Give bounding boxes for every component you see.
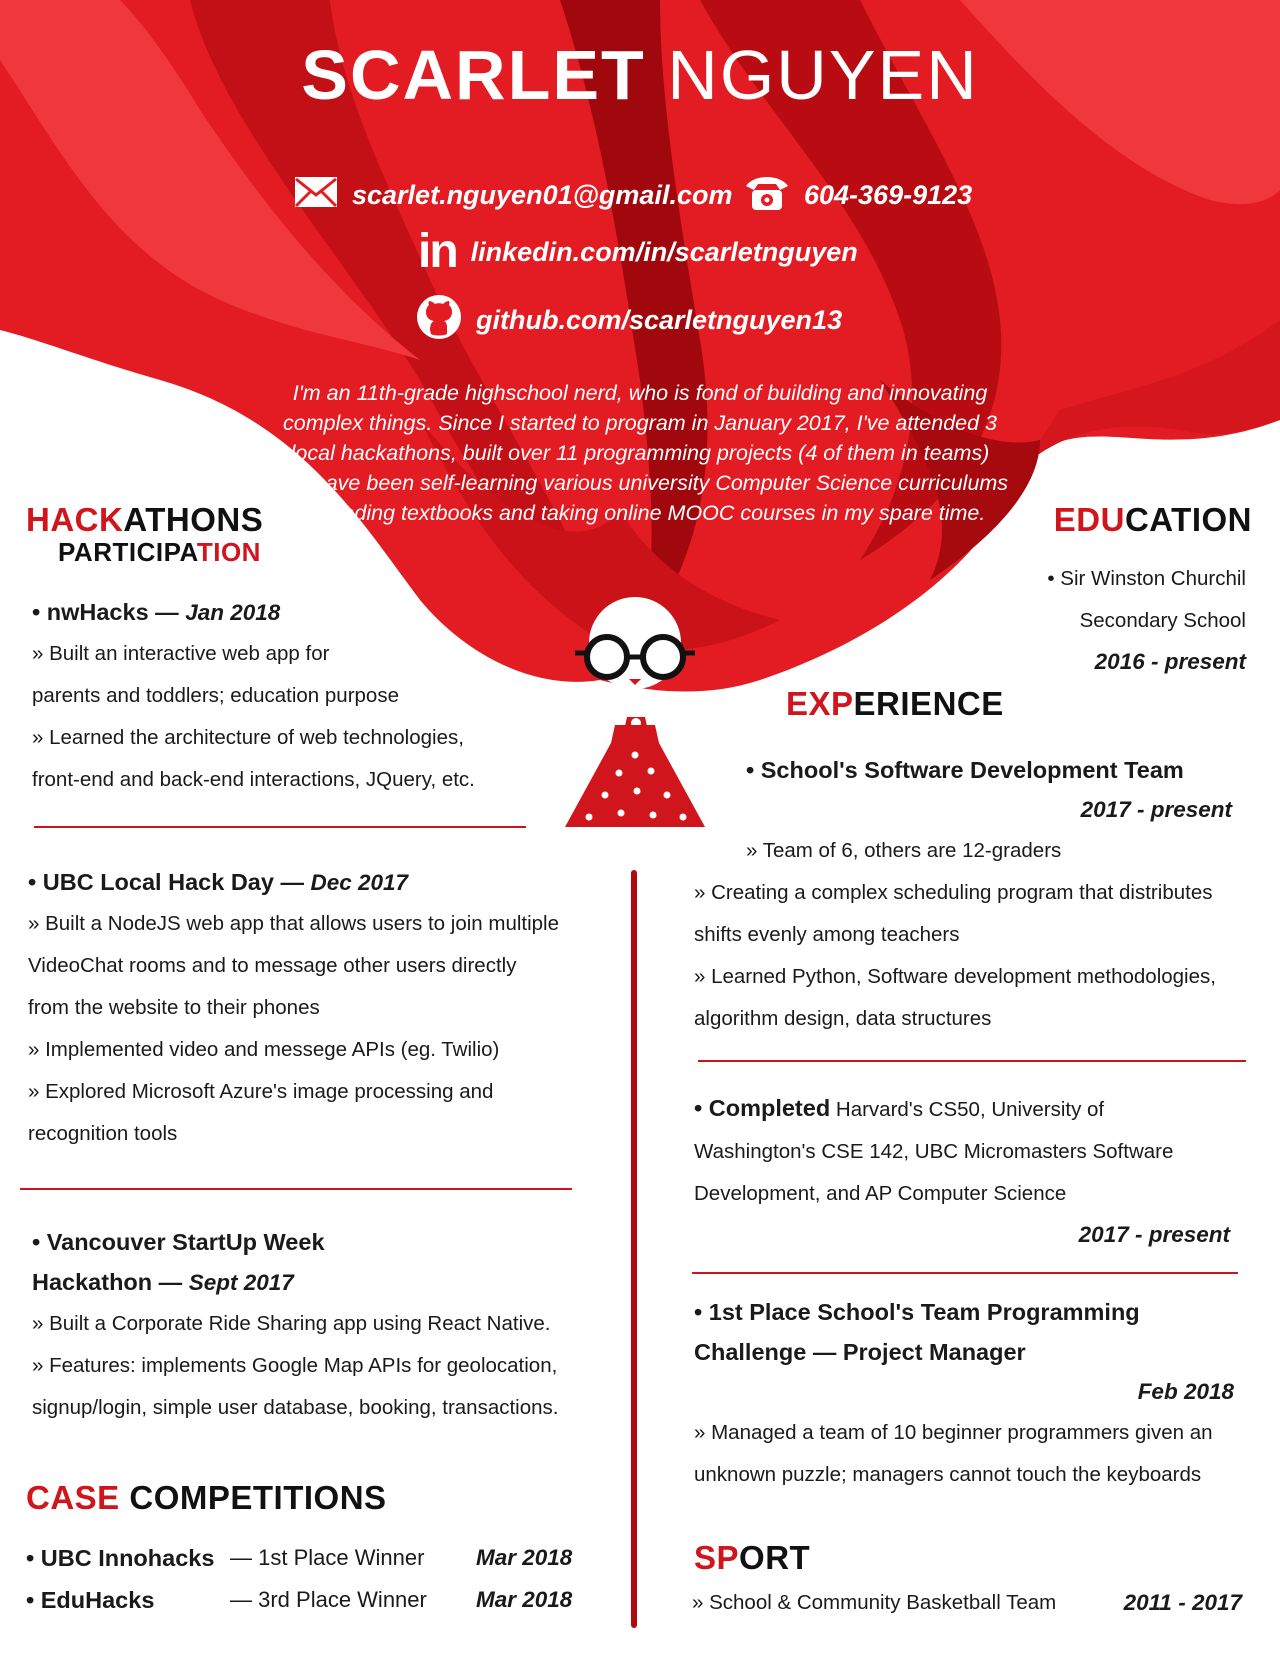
experience-date: Feb 2018 [1137, 1379, 1234, 1404]
education-item [846, 558, 1246, 682]
sport-detail: » School & Community Basketball Team [692, 1591, 1057, 1614]
competition-date: Mar 2018 [476, 1587, 573, 1612]
hackathon-item-vancouver-startup-week [32, 1222, 622, 1429]
email-contact[interactable] [294, 176, 732, 215]
github-link[interactable]: github.com/scarletnguyen13 [476, 305, 843, 335]
sport-title-black: ORT [739, 1539, 811, 1576]
full-name [0, 30, 1280, 120]
hackathon-detail: » Built a NodeJS web app that allows users to join multiple [28, 912, 560, 935]
hackathon-detail: » Explored Microsoft Azure's image processing and [28, 1080, 494, 1103]
hackathon-detail: front-end and back-end interactions, JQuery, etc. [32, 768, 475, 791]
competition-date: Mar 2018 [476, 1545, 573, 1570]
case-title-black: COMPETITIONS [129, 1479, 387, 1516]
hackathon-detail: VideoChat rooms and to message other users directly [28, 954, 517, 977]
hackathon-detail: » Built a Corporate Ride Sharing app using React Native. [32, 1312, 551, 1335]
linkedin-icon: in [418, 225, 457, 278]
competition-result: — 1st Place Winner [230, 1545, 425, 1570]
section-divider [692, 1272, 1238, 1274]
experience-detail: » Learned Python, Software development methodologies, [694, 965, 1216, 988]
experience-title: • Completed [694, 1095, 831, 1121]
github-contact[interactable] [416, 294, 842, 347]
experience-detail: Development, and AP Computer Science [694, 1182, 1067, 1205]
hackathon-name: • nwHacks — [32, 599, 179, 625]
education-date: 2016 - present [1094, 649, 1246, 674]
experience-title-black: ERIENCE [853, 685, 1004, 722]
experience-detail: algorithm design, data structures [694, 1007, 992, 1030]
experience-title-red: EXP [786, 685, 854, 722]
competition-result: — 3rd Place Winner [230, 1587, 427, 1612]
competition-name: • UBC Innohacks [26, 1545, 215, 1571]
section-divider [698, 1060, 1246, 1062]
experience-item-programming-challenge [694, 1292, 1240, 1496]
experience-detail: » Creating a complex scheduling program that distributes [694, 881, 1213, 904]
center-divider-line [631, 870, 637, 1628]
github-icon [416, 294, 462, 347]
hackathon-date: Jan 2018 [185, 600, 281, 625]
experience-date: 2017 - present [1078, 1222, 1230, 1247]
linkedin-link[interactable]: linkedin.com/in/scarletnguyen [470, 236, 858, 267]
section-divider [34, 826, 526, 828]
experience-title: • School's Software Development Team [746, 757, 1184, 783]
education-section-title [1054, 502, 1252, 538]
experience-detail: » Team of 6, others are 12-graders [746, 839, 1062, 862]
experience-title: • 1st Place School's Team Programming [694, 1299, 1140, 1325]
experience-item-completed-courses [694, 1088, 1240, 1255]
last-name: NGUYEN [667, 36, 979, 114]
hackathon-date: Dec 2017 [310, 870, 409, 895]
hackathon-detail: recognition tools [28, 1122, 178, 1145]
competition-name: • EduHacks [26, 1587, 155, 1613]
hackathon-item-nwhacks [32, 592, 592, 801]
sport-title-red: SP [694, 1539, 740, 1576]
section-divider [20, 1188, 572, 1190]
sport-item [692, 1582, 1242, 1624]
hackathon-name: • Vancouver StartUp Week [32, 1229, 325, 1255]
experience-detail: » Managed a team of 10 beginner programmers given an [694, 1421, 1213, 1444]
phone-number[interactable]: 604-369-9123 [804, 180, 973, 210]
case-title-red: CASE [26, 1479, 120, 1516]
school-name: • Sir Winston Churchil [1047, 567, 1246, 590]
sport-date: 2011 - 2017 [1123, 1590, 1242, 1615]
hackathon-item-ubc-local-hack-day [28, 862, 618, 1155]
hackathon-detail: » Features: implements Google Map APIs for geolocation, [32, 1354, 558, 1377]
experience-title: Challenge — Project Manager [694, 1339, 1026, 1365]
bio-paragraph: I'm an 11th-grade highschool nerd, who is fond of building and innovating complex things. Since I started to program in January 2017, I've attended 3 local hackathons, built over 11 programming projects (4 of them in teams) and have been self-learning various university Computer Science curriculums by reading textbooks and taking online MOOC courses in my spare time. [271, 381, 1009, 525]
hackathons-title-red-2: TION [196, 537, 261, 567]
experience-detail: Harvard's CS50, University of [835, 1098, 1105, 1121]
experience-item-software-team [694, 750, 1240, 1040]
experience-detail: Washington's CSE 142, UBC Micromasters Software [694, 1140, 1174, 1163]
hackathon-detail: » Implemented video and messege APIs (eg. Twilio) [28, 1038, 500, 1061]
hackathon-detail: » Learned the architecture of web technologies, [32, 726, 464, 749]
hackathons-title-black-1: ATHONS [123, 501, 264, 538]
telephone-icon [744, 172, 790, 219]
hackathon-detail: » Built an interactive web app for [32, 642, 330, 665]
sport-section-title [694, 1540, 810, 1576]
experience-date: 2017 - present [1080, 797, 1232, 822]
hackathon-detail: signup/login, simple user database, booking, transactions. [32, 1396, 559, 1419]
hackathon-detail: from the website to their phones [28, 996, 320, 1019]
envelope-icon [294, 176, 338, 215]
experience-detail: unknown puzzle; managers cannot touch the keyboards [694, 1463, 1202, 1486]
first-name: SCARLET [301, 36, 646, 114]
education-title-red: EDU [1053, 501, 1125, 538]
hackathon-name: Hackathon — [32, 1269, 183, 1295]
case-competitions-section-title [26, 1480, 387, 1516]
hackathon-date: Sept 2017 [188, 1270, 294, 1295]
phone-contact[interactable] [744, 172, 972, 219]
hackathon-name: • UBC Local Hack Day — [28, 869, 304, 895]
experience-section-title [786, 686, 1004, 722]
hackathon-detail: parents and toddlers; education purpose [32, 684, 399, 707]
hackathons-title-red-1: HACK [26, 501, 124, 538]
experience-detail: shifts evenly among teachers [694, 923, 960, 946]
school-name: Secondary School [1079, 609, 1246, 632]
email-link[interactable]: scarlet.nguyen01@gmail.com [352, 180, 733, 210]
hackathons-title-black-2: PARTICIPA [58, 537, 197, 567]
linkedin-contact[interactable] [418, 225, 858, 278]
education-title-black: CATION [1124, 501, 1252, 538]
hackathons-section-title [26, 502, 263, 566]
